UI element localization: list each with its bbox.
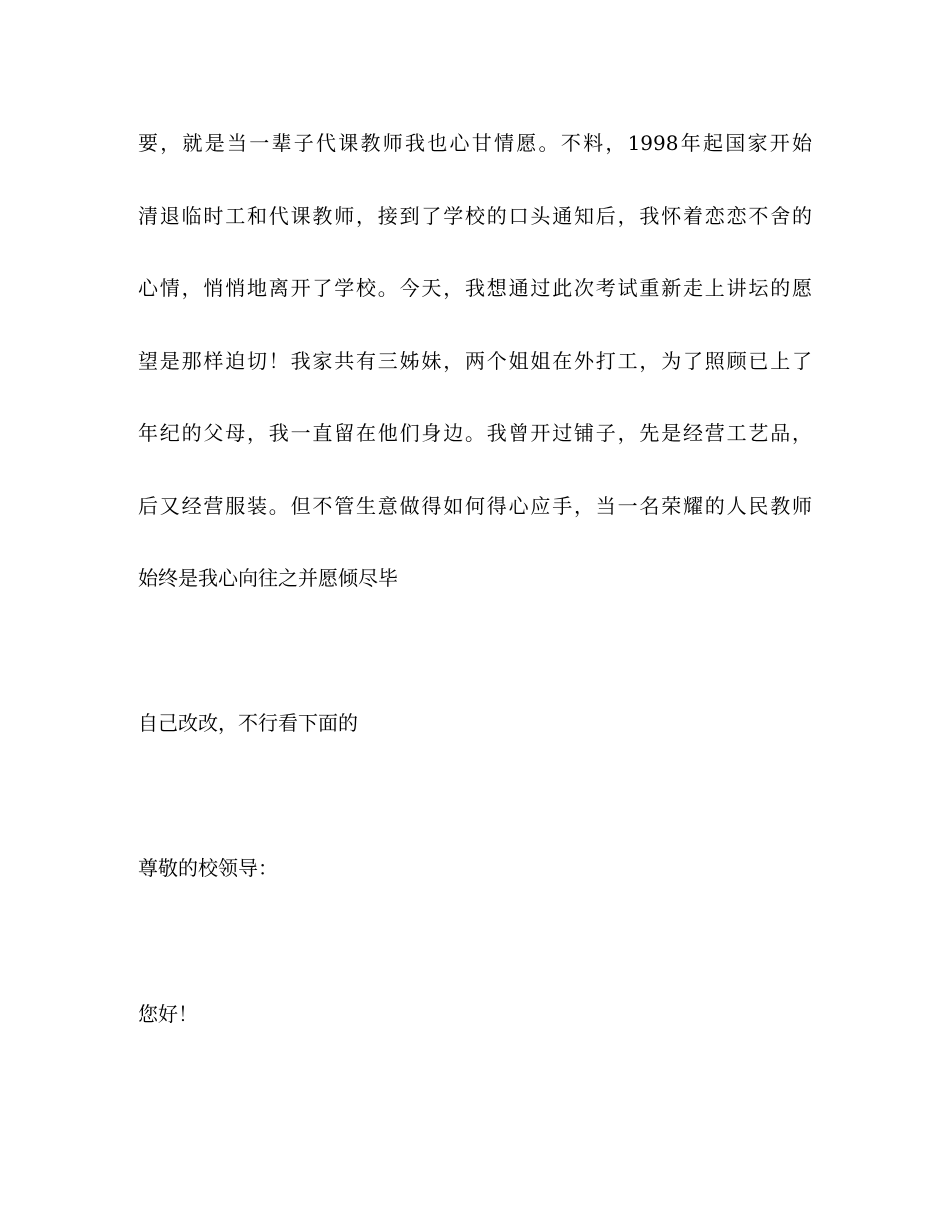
paragraph-line-5: 年纪的父母，我一直留在他们身边。我曾开过铺子，先是经营工艺品， [138, 421, 812, 445]
paragraph-line-1: 要，就是当一辈子代课教师我也心甘情愿。不料，1998年起国家开始 [138, 131, 812, 155]
paragraph-line-3: 心情，悄悄地离开了学校。今天，我想通过此次考试重新走上讲坛的愿 [138, 276, 812, 300]
salutation: 尊敬的校领导： [138, 856, 278, 880]
paragraph-line-7: 始终是我心向往之并愿倾尽毕 [138, 566, 398, 590]
paragraph-line-2: 清退临时工和代课教师，接到了学校的口头通知后，我怀着恋恋不舍的 [138, 204, 812, 228]
paragraph-line-6: 后又经营服装。但不管生意做得如何得心应手，当一名荣耀的人民教师 [138, 494, 812, 518]
paragraph-line-4: 望是那样迫切！我家共有三姊妹，两个姐姐在外打工，为了照顾已上了 [138, 349, 812, 373]
editor-note: 自己改改，不行看下面的 [138, 711, 358, 735]
greeting: 您好！ [138, 1002, 198, 1026]
